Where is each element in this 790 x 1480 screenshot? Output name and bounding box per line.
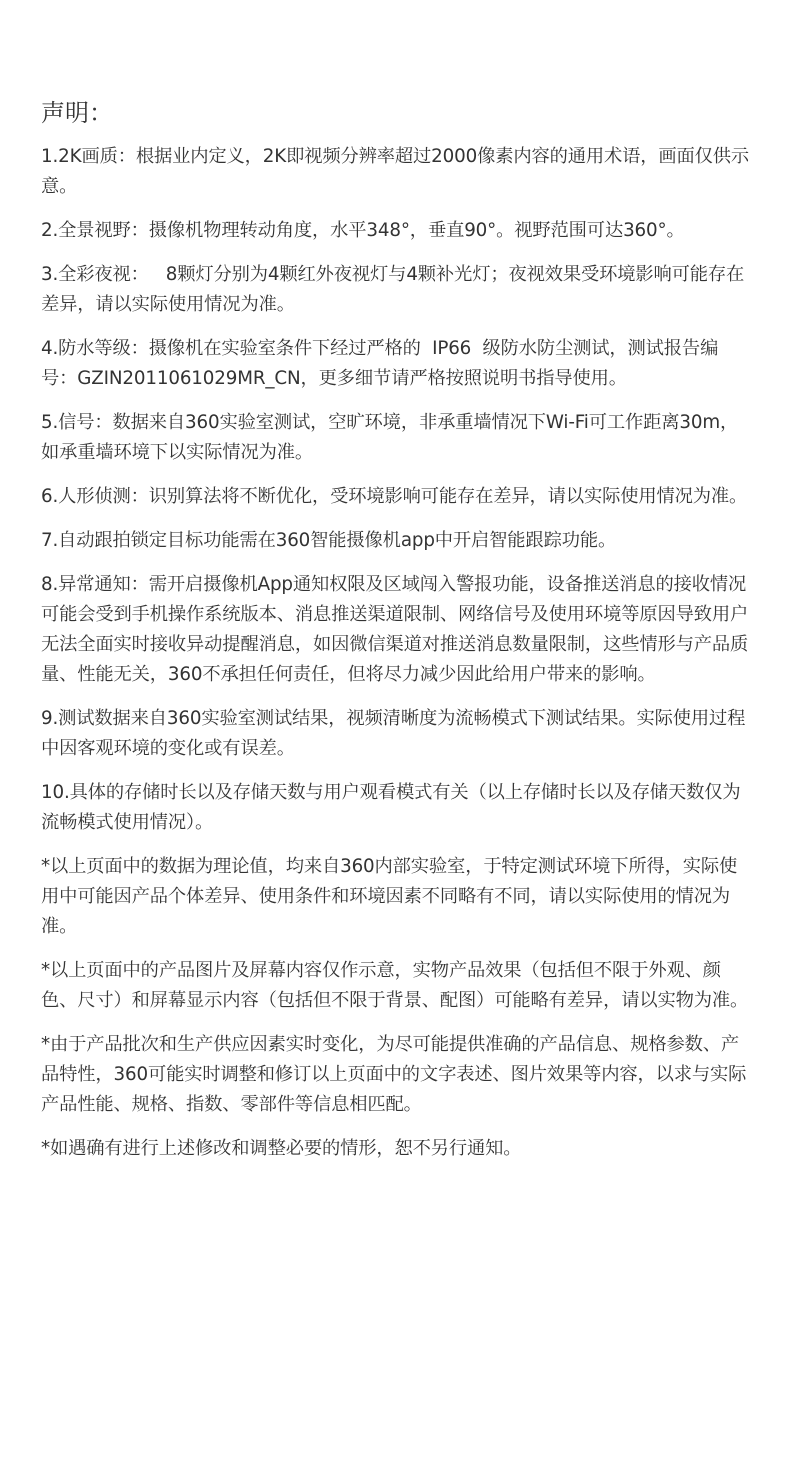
statement-item-human-detection: 6.人形侦测：识别算法将不断优化，受环境影响可能存在差异，请以实际使用情况为准。	[41, 486, 748, 507]
statement-item-signal: 5.信号：数据来自360实验室测试，空旷环境，非承重墙情况下Wi-Fi可工作距离30m，如承重墙环境下以实际情况为准。	[41, 412, 739, 463]
statement-note-no-further-notice: *如遇确有进行上述修改和调整必要的情形，恕不另行通知。	[41, 1138, 522, 1159]
statement-title: 声明：	[41, 99, 113, 127]
disclaimer-document	[41, 97, 753, 1178]
statement-item-2k-quality: 1.2K画质：根据业内定义，2K即视频分辨率超过2000像素内容的通用术语，画面仅供示意。	[41, 146, 750, 197]
statement-note-content-revision: *由于产品批次和生产供应因素实时变化，为尽可能提供准确的产品信息、规格参数、产品特性，360可能实时调整和修订以上页面中的文字表述、图片效果等内容，以求与实际产品性能、规格、指数、零部件等信息相匹配。	[41, 1034, 747, 1115]
statement-note-theoretical-values: *以上页面中的数据为理论值，均来自360内部实验室，于特定测试环境下所得，实际使用中可能因产品个体差异、使用条件和环境因素不同略有不同，请以实际使用的情况为准。	[41, 856, 738, 937]
statement-item-abnormal-notification: 8.异常通知：需开启摄像机App通知权限及区域闯入警报功能，设备推送消息的接收情况可能会受到手机操作系统版本、消息推送渠道限制、网络信号及使用环境等原因导致用户无法全面实时接收异动提醒消息，如因微信渠道对推送消息数量限制，这些情形与产品质量、性能无关，360不承担任何责任，但将尽力减少因此给用户带来的影响。	[41, 574, 749, 685]
statement-item-night-vision: 3.全彩夜视： 8颗灯分别为4颗红外夜视灯与4颗补光灯；夜视效果受环境影响可能存在差异，请以实际使用情况为准。	[41, 264, 745, 315]
statement-item-test-data: 9.测试数据来自360实验室测试结果，视频清晰度为流畅模式下测试结果。实际使用过程中因客观环境的变化或有误差。	[41, 708, 746, 759]
statement-note-images-illustrative: *以上页面中的产品图片及屏幕内容仅作示意，实物产品效果（包括但不限于外观、颜色、尺寸）和屏幕显示内容（包括但不限于背景、配图）可能略有差异，请以实物为准。	[41, 960, 749, 1011]
statement-item-storage-duration: 10.具体的存储时长以及存储天数与用户观看模式有关（以上存储时长以及存储天数仅为流畅模式使用情况）。	[41, 782, 741, 833]
statement-item-panoramic-view: 2.全景视野：摄像机物理转动角度，水平348°，垂直90°。视野范围可达360°。	[41, 220, 685, 241]
statement-item-waterproof: 4.防水等级：摄像机在实验室条件下经过严格的 IP66 级防水防尘测试，测试报告编号：GZIN2011061029MR_CN，更多细节请严格按照说明书指导使用。	[41, 338, 719, 389]
statement-item-auto-tracking: 7.自动跟拍锁定目标功能需在360智能摄像机app中开启智能跟踪功能。	[41, 530, 617, 551]
